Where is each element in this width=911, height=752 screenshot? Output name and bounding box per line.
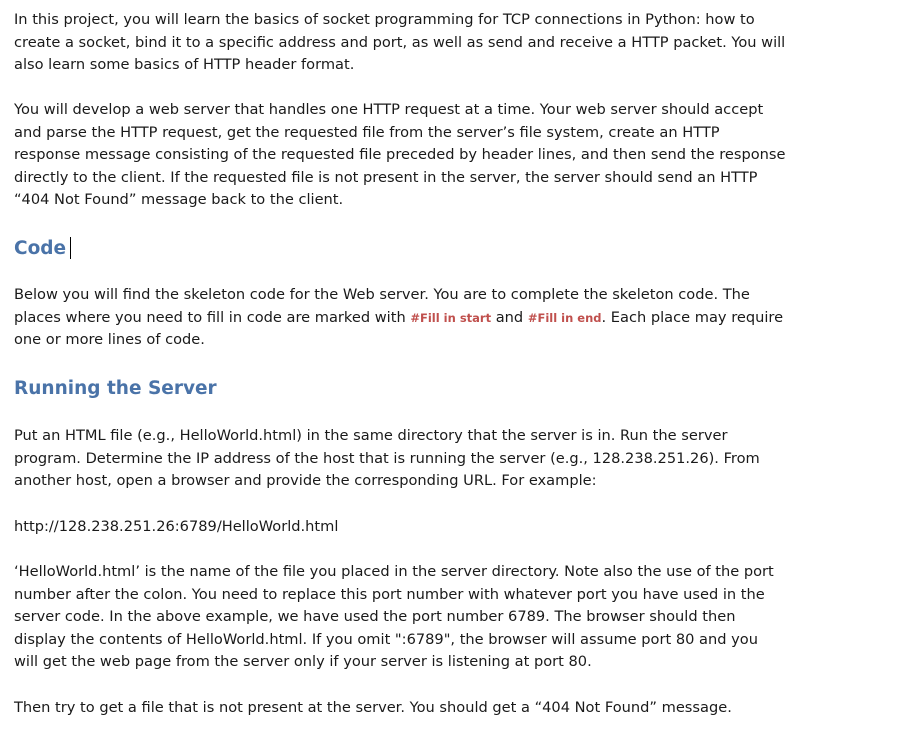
text-line: Below you will find the skeleton code for the Web server. You are to complete the skeleton code. The: [14, 286, 750, 303]
text-line: In this project, you will learn the basics of socket programming for TCP connections in Python: how to: [14, 11, 755, 28]
text-cursor: [70, 237, 71, 259]
text-line: will get the web page from the server only if your server is listening at port 80.: [14, 653, 592, 671]
text-line: one or more lines of code.: [14, 331, 205, 349]
text-line: ‘HelloWorld.html’ is the name of the file you placed in the server directory. Note also the use of the port: [14, 563, 774, 580]
text-segment: and: [491, 308, 528, 326]
text-line: another host, open a browser and provide the corresponding URL. For example:: [14, 472, 597, 490]
heading-running-the-server: Running the Server: [14, 378, 217, 399]
heading-code-text: Code: [14, 238, 67, 259]
text-line: and parse the HTTP request, get the requested file from the server’s file system, create an HTTP: [14, 123, 720, 141]
server-description-paragraph: [14, 99, 785, 212]
text-segment: places where you need to fill in code are marked with: [14, 308, 411, 326]
text-line: response message consisting of the requested file preceded by header lines, and then send the response: [14, 146, 786, 164]
explanation-paragraph: [14, 561, 774, 674]
example-url-paragraph: [14, 516, 338, 539]
text-line: create a socket, bind it to a specific address and port, as well as send and receive a HTTP packet. You will: [14, 33, 786, 51]
fill-in-start-marker: #Fill in start: [410, 310, 492, 325]
fill-in-end-marker: #Fill in end: [527, 310, 602, 325]
text-segment: . Each place may require: [601, 308, 784, 326]
intro-paragraph: [14, 9, 785, 77]
text-line: program. Determine the IP address of the host that is running the server (e.g., 128.238.251.26). From: [14, 449, 760, 467]
running-instructions-paragraph: [14, 425, 760, 493]
text-line: [14, 307, 783, 330]
text-line: also learn some basics of HTTP header format.: [14, 56, 355, 74]
text-line: “404 Not Found” message back to the client.: [14, 191, 344, 209]
code-instructions-paragraph: [14, 284, 783, 352]
text-line: Then try to get a file that is not present at the server. You should get a “404 Not Found” message.: [14, 699, 732, 716]
example-url: http://128.238.251.26:6789/HelloWorld.html: [14, 518, 339, 535]
text-line: Put an HTML file (e.g., HelloWorld.html) in the same directory that the server is in. Run the server: [14, 427, 728, 444]
text-line: server code. In the above example, we have used the port number 6789. The browser should then: [14, 608, 736, 626]
final-paragraph: [14, 697, 732, 720]
text-line: display the contents of HelloWorld.html. If you omit ":6789", the browser will assume port 80 and you: [14, 630, 758, 648]
text-line: You will develop a web server that handles one HTTP request at a time. Your web server should accept: [14, 101, 764, 118]
text-line: directly to the client. If the requested file is not present in the server, the server should send an HTTP: [14, 168, 758, 186]
text-line: number after the colon. You need to replace this port number with whatever port you have used in the: [14, 585, 765, 603]
heading-code: [14, 237, 71, 261]
